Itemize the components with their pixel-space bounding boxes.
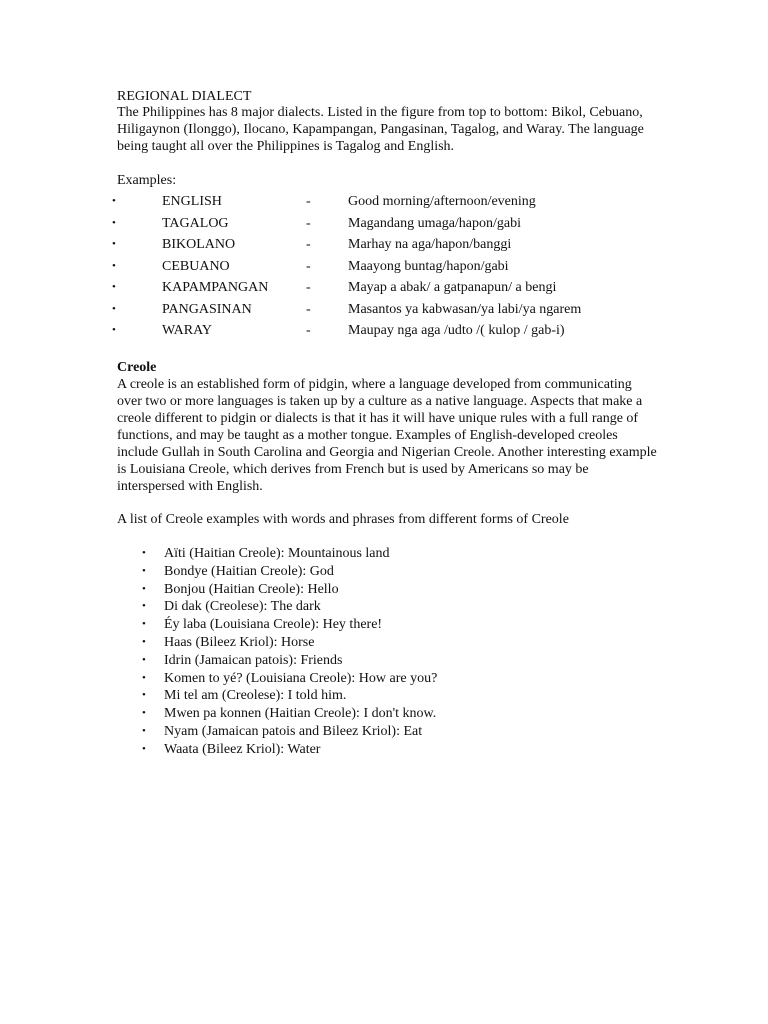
creole-example-text: Nyam (Jamaican patois and Bileez Kriol): Eat [164,723,423,739]
list-item [134,581,437,599]
bullet-icon: • [112,281,116,293]
bullet-icon: • [142,707,146,720]
dialect-dash: - [306,301,311,317]
list-item [134,705,437,723]
bullet-icon: • [142,600,146,613]
creole-example-text: Mi tel am (Creolese): I told him. [164,688,347,704]
dialect-greeting: Magandang umaga/hapon/gabi [348,215,522,231]
regional-dialect-heading: REGIONAL DIALECT [117,89,252,104]
bullet-icon: • [142,724,146,737]
creole-example-text: Komen to yé? (Louisiana Creole): How are you? [164,670,438,686]
creole-heading: Creole [117,360,157,375]
list-item [134,616,437,634]
creole-paragraph: A creole is an established form of pidgin, where a language developed from communicating over two or more languages is taken up by a culture as a native language. Aspects that make a creole different to pidgin or dialects is that it has it will have unique rules with a full range of functions, and may be taught as a mother tongue. Examples of English-developed creoles include Gullah in South Carolina and Georgia and Nigerian Creole. Another interesting example is Louisiana Creole, which derives from French but is used by Americans so may be interspersed with English. [117,377,657,494]
creole-list-intro: A list of Creole examples with words and phrases from different forms of Creole [117,512,569,527]
list-item [134,563,437,581]
creole-example-text: Aïti (Haitian Creole): Mountainous land [164,546,390,561]
dialect-greeting: Masantos ya kabwasan/ya labi/ya ngarem [348,301,582,317]
dialect-language: PANGASINAN [162,301,252,317]
creole-example-text: Waata (Bileez Kriol): Water [164,741,321,757]
bullet-icon: • [142,547,146,559]
dialect-row [106,300,626,322]
bullet-icon: • [112,195,116,207]
dialect-dash: - [306,237,311,252]
creole-example-text: Haas (Bileez Kriol): Horse [164,634,315,650]
bullet-icon: • [112,259,116,272]
bullet-icon: • [142,635,146,648]
dialect-row [106,192,626,214]
list-item [134,652,437,670]
bullet-icon: • [142,653,146,666]
list-item [134,598,437,616]
bullet-icon: • [142,742,146,755]
dialect-greeting: Maayong buntag/hapon/gabi [348,258,509,274]
dialect-language: TAGALOG [162,215,229,231]
bullet-icon: • [112,324,116,336]
bullet-icon: • [142,618,146,631]
dialect-greeting-list [106,192,626,343]
dialect-row [106,257,626,279]
creole-example-text: Éy laba (Louisiana Creole): Hey there! [164,617,383,633]
list-item [134,545,437,563]
dialect-row [106,214,626,236]
bullet-icon: • [112,302,116,315]
creole-example-text: Bonjou (Haitian Creole): Hello [164,581,339,597]
dialect-greeting: Maupay nga aga /udto /( kulop / gab-i) [348,323,565,338]
regional-intro-paragraph: The Philippines has 8 major dialects. Listed in the figure from top to bottom: Bikol, Cebuano, Hiligaynon (Ilonggo), Ilocano, Kapampangan, Pangasinan, Tagalog, and Waray. The language being taught all over the Philippines is Tagalog and English. [117,105,644,154]
dialect-greeting: Mayap a abak/ a gatpanapun/ a bengi [348,280,557,295]
bullet-icon: • [142,564,146,577]
dialect-dash: - [306,215,311,231]
bullet-icon: • [142,582,146,595]
dialect-row [106,321,626,343]
dialect-language: BIKOLANO [162,237,236,252]
dialect-dash: - [306,280,311,295]
dialect-greeting: Good morning/afternoon/evening [348,194,536,209]
dialect-language: CEBUANO [162,258,230,274]
bullet-icon: • [142,671,146,684]
dialect-row [106,235,626,257]
creole-example-text: Di dak (Creolese): The dark [164,599,321,615]
creole-example-text: Mwen pa konnen (Haitian Creole): I don't know. [164,706,437,722]
bullet-icon: • [112,216,116,229]
dialect-greeting: Marhay na aga/hapon/banggi [348,237,512,252]
list-item [134,687,437,705]
bullet-icon: • [112,238,116,250]
creole-example-text: Idrin (Jamaican patois): Friends [164,652,343,668]
dialect-row [106,278,626,300]
creole-example-text: Bondye (Haitian Creole): God [164,563,334,579]
list-item [134,741,437,759]
examples-label: Examples: [117,173,177,188]
list-item [134,670,437,688]
bullet-icon: • [142,689,146,702]
dialect-dash: - [306,258,311,274]
dialect-language: KAPAMPANGAN [162,280,269,295]
creole-examples-list [134,545,437,759]
list-item [134,723,437,741]
dialect-language: ENGLISH [162,194,222,209]
list-item [134,634,437,652]
dialect-dash: - [306,323,311,338]
dialect-dash: - [306,194,311,209]
dialect-language: WARAY [162,323,213,338]
